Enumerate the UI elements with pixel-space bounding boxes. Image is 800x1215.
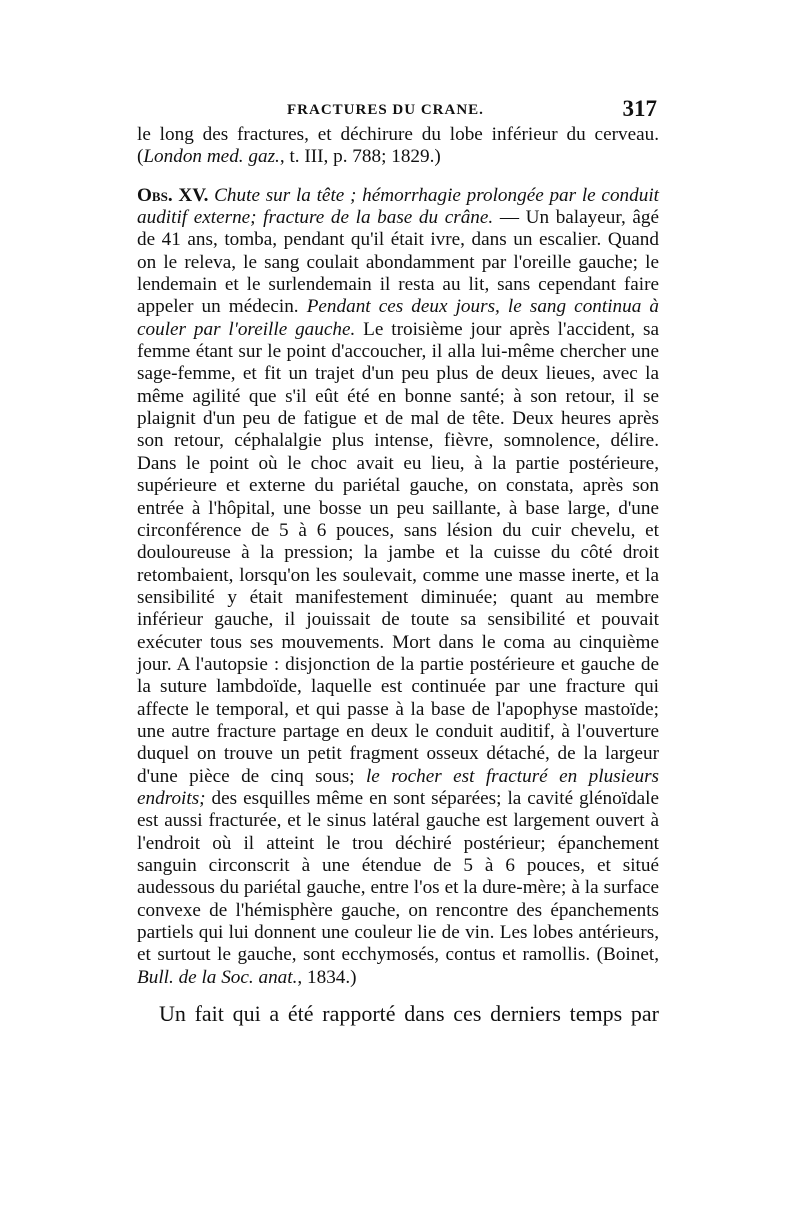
paragraph-continuation xyxy=(137,124,659,169)
observation-label: Obs. XV. xyxy=(137,184,209,206)
page-number: 317 xyxy=(622,96,657,121)
observation-text: , 1834.) xyxy=(297,966,357,988)
running-head xyxy=(137,96,657,126)
citation: Bull. de la Soc. anat. xyxy=(137,966,298,988)
citation: London med. gaz. xyxy=(143,146,280,168)
observation-paragraph xyxy=(137,185,659,989)
paragraph-text: le long des fractures, et déchirure du lobe inférieur du cerveau. ( xyxy=(137,124,659,168)
running-title: FRACTURES DU CRANE. xyxy=(287,102,484,118)
paragraph-text: , t. III, p. 788; 1829.) xyxy=(279,146,441,168)
body-text xyxy=(137,124,659,1027)
observation-emphasis: le rocher est fracturé en plusieurs endroits; xyxy=(137,765,659,809)
observation-text: Le troisième jour après l'accident, sa femme étant sur le point d'accoucher, il alla lui-même chercher une sage-femme, et fit un trajet d'un peu plus de deux lieues, avec la même agilité que s'il eût été en bonne santé; à son retour, il se plaignit d'un peu de fatigue et de mal de tête. Deux heures après son retour, céphalalgie plus intense, fièvre, somnolence, délire. Dans le point où le choc avait eu lieu, à la partie postérieure, supérieure et externe du pariétal gauche, on constata, après son entrée à l'hôpital, une bosse un peu saillante, à base large, d'une circonférence de 5 à 6 pouces, sans lésion du cuir chevelu, et douloureuse à la pression; la jambe et la cuisse du côté droit retombaient, lorsqu'on les soulevait, comme une masse inerte, et la sensibilité y était manifestement diminuée; quant au membre inférieur gauche, il jouissait de toute sa sensibilité et pouvait exécuter tous ses mouvements. Mort dans le coma au cinquième jour. A l'autopsie : disjonction de la partie postérieure et gauche de la suture lambdoïde, laquelle est continuée par une fracture qui affecte le temporal, et qui passe à la base de l'apophyse mastoïde; une autre fracture partage en deux le conduit auditif, à l'ouverture duquel on trouve un petit fragment osseux détaché, de la largeur d'une pièce de cinq sous; xyxy=(137,318,660,787)
observation-text: des esquilles même en sont séparées; la cavité glénoïdale est aussi fracturée, et le sinus latéral gauche est largement ouvert à l'endroit où il atteint le trou déchiré postérieur; épanchement sanguin circonscrit à une étendue de 5 à 6 pouces, et situé audessous du pariétal gauche, entre l'os et la dure-mère; à la surface convexe de l'hémisphère gauche, on rencontre des épanchements partiels qui lui donnent une couleur lie de vin. Les lobes antérieurs, et surtout le gauche, sont ecchymosés, contus et ramollis. (Boinet, xyxy=(137,787,659,966)
observation-text: — Un balayeur, âgé de 41 ans, tomba, pendant qu'il était ivre, dans un escalier. Quand on le releva, le sang coulait abondamment par l'oreille gauche; le lendemain et le surlendemain il resta au lit, sans cependant faire appeler un médecin. xyxy=(137,207,660,318)
final-paragraph: Un fait qui a été rapporté dans ces derniers temps par xyxy=(159,1001,659,1027)
observation-title: Chute sur la tête ; hémorrhagie prolongée par le conduit auditif externe; fracture de la base du crâne. xyxy=(137,184,659,229)
observation-emphasis: Pendant ces deux jours, le sang continua à couler par l'oreille gauche. xyxy=(137,296,660,340)
